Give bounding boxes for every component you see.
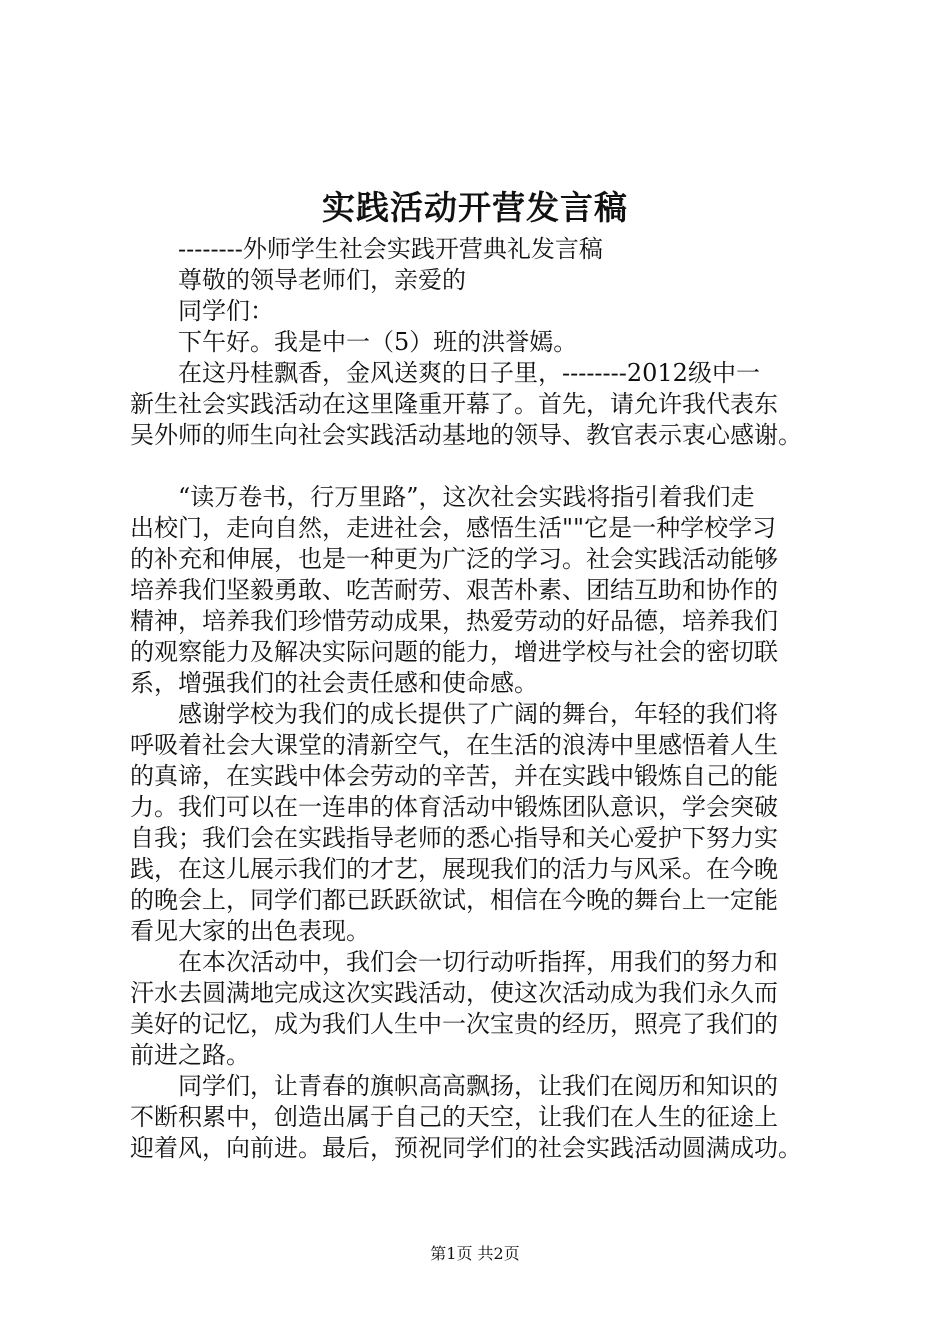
paragraph-line: 精神，培养我们珍惜劳动成果，热爱劳动的好品德，培养我们 [130,607,778,635]
paragraph-line: 在这丹桂飘香，金风送爽的日子里，--------2012级中一 [178,359,760,387]
salutation-line: 同学们： [178,297,274,325]
paragraph-line: 在本次活动中，我们会一切行动听指挥，用我们的努力和 [178,948,778,976]
paragraph-line: 看见大家的出色表现。 [130,917,370,945]
paragraph [130,947,850,1071]
paragraph-line: 迎着风，向前进。最后，预祝同学们的社会实践活动圆满成功。 [130,1134,802,1162]
salutation-line: 尊敬的领导老师们，亲爱的 [178,266,466,294]
paragraph-line: 系，增强我们的社会责任感和使命感。 [130,669,538,697]
paragraph-line: 呼吸着社会大课堂的清新空气，在生活的浪涛中里感悟着人生 [130,731,778,759]
paragraph-line: 力。我们可以在一连串的体育活动中锻炼团队意识，学会突破 [130,793,778,821]
paragraph-line: 的观察能力及解决实际问题的能力，增进学校与社会的密切联 [130,638,778,666]
paragraph-line: 前进之路。 [130,1041,250,1069]
paragraph-line: 的真谛，在实践中体会劳动的辛苦，并在实践中锻炼自己的能 [130,762,778,790]
paragraph-gap [130,451,850,482]
document-body [130,234,850,1164]
paragraph-line: 培养我们坚毅勇敢、吃苦耐劳、艰苦朴素、团结互助和协作的 [130,576,778,604]
paragraph-line: 自我；我们会在实践指导老师的悉心指导和关心爱护下努力实 [130,824,778,852]
paragraph [130,482,850,699]
paragraph-line: 新生社会实践活动在这里隆重开幕了。首先，请允许我代表东 [130,390,778,418]
paragraph-line: 的晚会上，同学们都已跃跃欲试，相信在今晚的舞台上一定能 [130,886,778,914]
paragraph-line: 美好的记忆，成为我们人生中一次宝贵的经历，照亮了我们的 [130,1010,778,1038]
paragraph-line: 不断积累中，创造出属于自己的天空，让我们在人生的征途上 [130,1103,778,1131]
document-title: 实践活动开营发言稿 [322,188,628,227]
paragraph-line: 吴外师的师生向社会实践活动基地的领导、教官表示衷心感谢。 [130,421,802,449]
paragraph-line: 出校门，走向自然，走进社会，感悟生活""它是一种学校学习 [130,514,777,542]
paragraph [130,699,850,947]
paragraph-line: 的补充和伸展，也是一种更为广泛的学习。社会实践活动能够 [130,545,778,573]
paragraph-line: 感谢学校为我们的成长提供了广阔的舞台，年轻的我们将 [178,700,778,728]
paragraph [130,1071,850,1164]
paragraph-line: 践，在这儿展示我们的才艺，展现我们的活力与风采。在今晚 [130,855,778,883]
page-footer: 第1页 共2页 [430,1244,520,1263]
paragraph-line: 同学们，让青春的旗帜高高飘扬，让我们在阅历和知识的 [178,1072,778,1100]
paragraph [130,358,850,451]
paragraph-line: “读万卷书，行万里路”，这次社会实践将指引着我们走 [178,483,755,511]
subtitle-line: --------外师学生社会实践开营典礼发言稿 [178,235,603,263]
paragraph-line: 汗水去圆满地完成这次实践活动，使这次活动成为我们永久而 [130,979,778,1007]
greeting-line: 下午好。我是中一（5）班的洪誉嫣。 [178,328,578,356]
